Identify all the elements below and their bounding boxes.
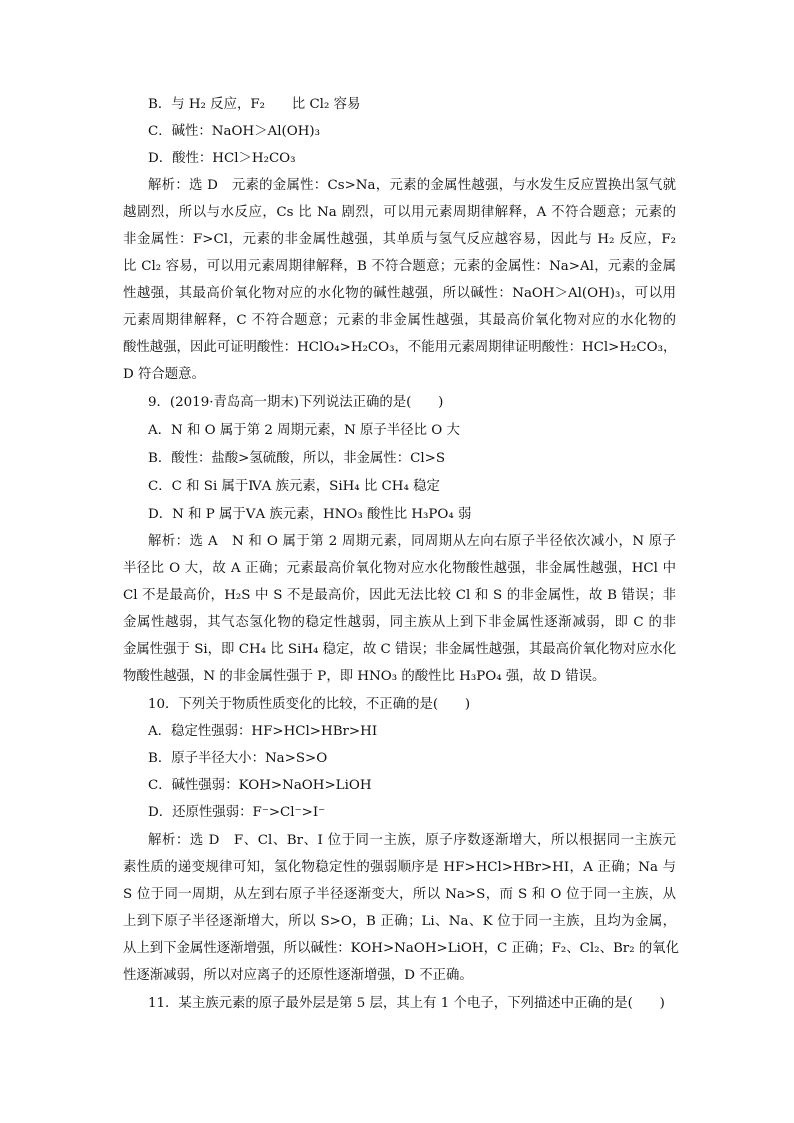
explanation-q8-line-1: 解析：选 D 元素的金属性：Cs>Na，元素的金属性越强，与水发生反应置换出氢气就 [148,178,676,193]
explanation-q8-line-3: 非金属性：F>Cl，元素的非金属性越强，其单质与氢气反应越容易，因此与 H₂ 反应，F₂ [123,232,676,247]
option-b-q10: B．原子半径大小：Na>S>O [148,751,328,766]
explanation-q10-line-1: 解析：选 D F、Cl、Br、I 位于同一主族，原子序数逐渐增大，所以根据同一主族元 [148,833,676,848]
explanation-q8-line-5: 性越强，其最高价氧化物对应的水化物的碱性越强，所以碱性：NaOH＞Al(OH)₃，可以用 [123,286,676,301]
option-c-q10: C．碱性强弱：KOH>NaOH>LiOH [148,778,372,793]
option-a-q9: A．N 和 O 属于第 2 周期元素，N 原子半径比 O 大 [148,423,460,438]
explanation-q10-line-6: 性逐渐减弱，所以对应离子的还原性逐渐增强，D 不正确。 [123,968,473,983]
explanation-q8-line-8: D 符合题意。 [123,367,205,382]
explanation-q8-line-4: 比 Cl₂ 容易，可以用元素周期律解释，B 不符合题意；元素的金属性：Na>Al，元素的金属 [123,259,676,274]
explanation-q8-line-7: 酸性越强，因此可证明酸性：HClO₄>H₂CO₃，不能用元素周期律证明酸性：HCl>H₂CO₃， [123,340,677,355]
explanation-q8-line-2: 越剧烈，所以与水反应，Cs 比 Na 剧烈，可以用元素周期律解释，A 不符合题意；元素的 [123,205,676,220]
explanation-q9-line-6: 物酸性越强，N 的非金属性强于 P，即 HNO₃ 的酸性比 H₃PO₄ 强，故 D 错误。 [123,669,606,684]
explanation-q9-line-5: 金属性强于 Si，即 CH₄ 比 SiH₄ 稳定，故 C 错误；非金属性越强，其最高价氧化物对应水化 [123,642,677,657]
option-b-q8: B．与 H₂ 反应，F₂ 比 Cl₂ 容易 [148,97,361,112]
explanation-q9-line-4: 金属性越弱，其气态氢化物的稳定性越弱，同主族从上到下非金属性逐渐减弱，即 C 的非 [123,615,676,630]
option-d-q9: D．N 和 P 属于ⅤA 族元素，HNO₃ 酸性比 H₃PO₄ 弱 [148,507,472,522]
explanation-q10-line-2: 素性质的递变规律可知，氢化物稳定性的强弱顺序是 HF>HCl>HBr>HI，A 正确；Na 与 [123,860,676,875]
explanation-q10-line-5: 从上到下金属性逐渐增强，所以碱性：KOH>NaOH>LiOH，C 正确；F₂、Cl₂、Br₂ 的氧化 [123,941,680,956]
option-d-q8: D．酸性：HCl＞H₂CO₃ [148,151,296,166]
option-d-q10: D．还原性强弱：F⁻>Cl⁻>I⁻ [148,805,326,820]
option-a-q10: A．稳定性强弱：HF>HCl>HBr>HI [148,724,378,739]
option-c-q8: C．碱性：NaOH＞Al(OH)₃ [148,124,320,139]
option-c-q9: C．C 和 Si 属于ⅣA 族元素，SiH₄ 比 CH₄ 稳定 [148,479,440,494]
option-b-q9: B．酸性：盐酸>氢硫酸，所以，非金属性：Cl>S [148,451,446,466]
question-10: 10．下列关于物质性质变化的比较，不正确的是( ) [148,697,471,712]
explanation-q9-line-2: 半径比 O 大，故 A 正确；元素最高价氧化物对应水化物酸性越强，非金属性越强，HCl 中 [123,561,676,576]
explanation-q9-line-1: 解析：选 A N 和 O 属于第 2 周期元素，同周期从左向右原子半径依次减小，N 原子 [148,534,676,549]
explanation-q9-line-3: Cl 不是最高价，H₂S 中 S 不是最高价，因此无法比较 Cl 和 S 的非金属性，故 B 错误；非 [123,588,676,603]
explanation-q10-line-4: 上到下原子半径逐渐增大，所以 S>O，B 正确；Li、Na、K 位于同一主族，且均为金属， [123,914,676,929]
question-11: 11．某主族元素的原子最外层是第 5 层，其上有 1 个电子，下列描述中正确的是( ) [148,996,665,1011]
question-9: 9．(2019·青岛高一期末)下列说法正确的是( ) [148,395,444,410]
explanation-q8-line-6: 元素周期律解释，C 不符合题意；元素的非金属性越强，其最高价氧化物对应的水化物的 [123,313,676,328]
explanation-q10-line-3: S 位于同一周期，从左到右原子半径逐渐变大，所以 Na>S，而 S 和 O 位于同一主族，从 [123,887,676,902]
